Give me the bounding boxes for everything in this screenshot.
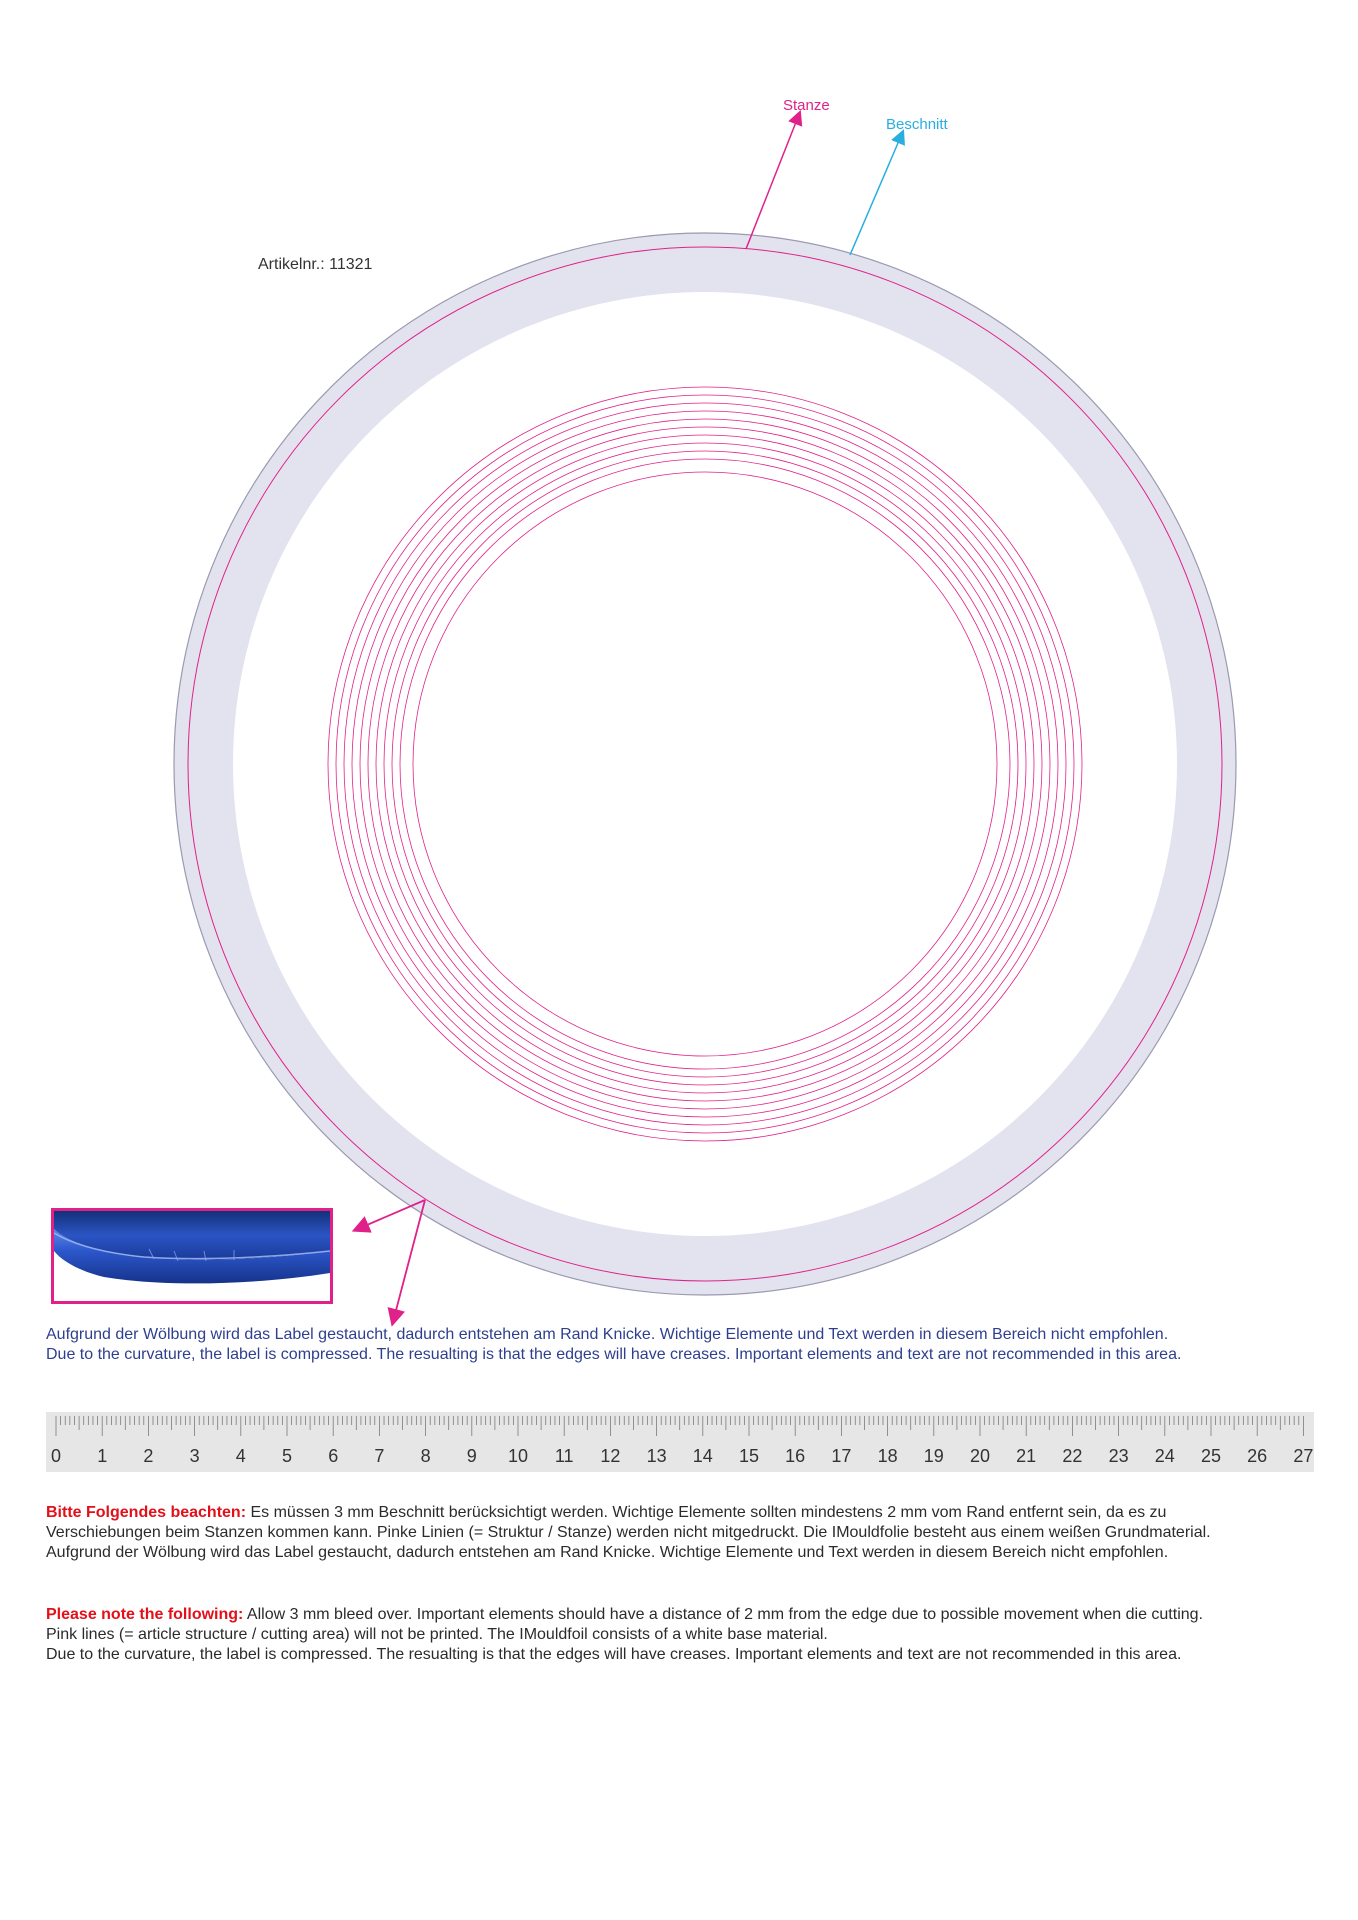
foil-edge-photo bbox=[51, 1208, 333, 1304]
ruler-number: 8 bbox=[420, 1446, 431, 1466]
instructions-en-line2: Pink lines (= article structure / cutting area) will not be printed. The IMouldfoil consists of a white base material. bbox=[46, 1626, 828, 1643]
ruler-number: 26 bbox=[1247, 1446, 1268, 1466]
instructions-de-line3: Aufgrund der Wölbung wird das Label gestaucht, dadurch entstehen am Rand Knicke. Wichtige Elemente und Text werden in diesem Bereich nicht empfohlen. bbox=[46, 1544, 1169, 1561]
stanze-label: Stanze bbox=[783, 97, 830, 114]
instructions-de-line1: Es müssen 3 mm Beschnitt berücksichtigt werden. Wichtige Elemente sollten mindestens 2 mm vom Rand entfernt sein, da es zu bbox=[246, 1504, 1167, 1521]
crease-arrow-to-text bbox=[394, 1200, 425, 1318]
article-number: Artikelnr.: 11321 bbox=[258, 256, 373, 273]
crease-arrow-to-photo bbox=[360, 1200, 425, 1228]
instructions-en-lead: Please note the following: bbox=[46, 1606, 244, 1623]
ruler-number: 15 bbox=[738, 1446, 760, 1466]
ruler-number: 21 bbox=[1016, 1446, 1037, 1466]
beschnitt-arrow bbox=[850, 136, 901, 255]
ruler-number: 20 bbox=[969, 1446, 991, 1466]
ruler-number: 3 bbox=[189, 1446, 200, 1466]
ruler-number: 4 bbox=[235, 1446, 246, 1466]
ruler-number: 23 bbox=[1108, 1446, 1129, 1466]
instructions-de bbox=[46, 1503, 1336, 1563]
ruler-number: 10 bbox=[507, 1446, 529, 1466]
ruler-number: 11 bbox=[554, 1446, 574, 1466]
stanze-arrow bbox=[746, 117, 798, 249]
instructions-de-line2: Verschiebungen beim Stanzen kommen kann. Pinke Linien (= Struktur / Stanze) werden nicht mitgedruckt. Die IMouldfolie besteht aus einem weißen Grundmaterial. bbox=[46, 1524, 1211, 1541]
ruler-number: 12 bbox=[600, 1446, 621, 1466]
ruler-number: 16 bbox=[785, 1446, 806, 1466]
ruler-number: 24 bbox=[1154, 1446, 1175, 1466]
ruler-number: 7 bbox=[374, 1446, 385, 1466]
crease-note-de: Aufgrund der Wölbung wird das Label gestaucht, dadurch entstehen am Rand Knicke. Wichtige Elemente und Text werden in diesem Bereich nicht empfohlen. bbox=[46, 1326, 1169, 1343]
instructions-en-line3: Due to the curvature, the label is compressed. The resualting is that the edges will have creases. Important elements and text are not recommended in this area. bbox=[46, 1646, 1182, 1663]
ruler-number: 1 bbox=[97, 1446, 108, 1466]
print-area bbox=[233, 292, 1177, 1236]
ruler-number: 6 bbox=[328, 1446, 339, 1466]
instructions-en-line1: Allow 3 mm bleed over. Important elements should have a distance of 2 mm from the edge due to possible movement when die cutting. bbox=[243, 1606, 1203, 1623]
ruler-number: 13 bbox=[646, 1446, 667, 1466]
ruler-number: 0 bbox=[50, 1446, 62, 1466]
ruler-number: 9 bbox=[466, 1446, 477, 1466]
ruler-number: 19 bbox=[923, 1446, 944, 1466]
ruler-number: 17 bbox=[831, 1446, 852, 1466]
ruler-number: 22 bbox=[1062, 1446, 1083, 1466]
ruler-number: 2 bbox=[143, 1446, 154, 1466]
ruler bbox=[46, 1412, 1314, 1472]
ruler-number: 14 bbox=[692, 1446, 713, 1466]
ruler-number: 5 bbox=[281, 1446, 293, 1466]
ruler-number: 27 bbox=[1293, 1446, 1314, 1466]
crease-note-en: Due to the curvature, the label is compressed. The resualting is that the edges will have creases. Important elements and text are not recommended in this area. bbox=[46, 1346, 1182, 1363]
instructions-en bbox=[46, 1605, 1336, 1665]
ruler-number: 18 bbox=[877, 1446, 898, 1466]
instructions-de-lead: Bitte Folgendes beachten: bbox=[46, 1504, 247, 1521]
ruler-number: 25 bbox=[1200, 1446, 1222, 1466]
beschnitt-label: Beschnitt bbox=[886, 116, 948, 133]
